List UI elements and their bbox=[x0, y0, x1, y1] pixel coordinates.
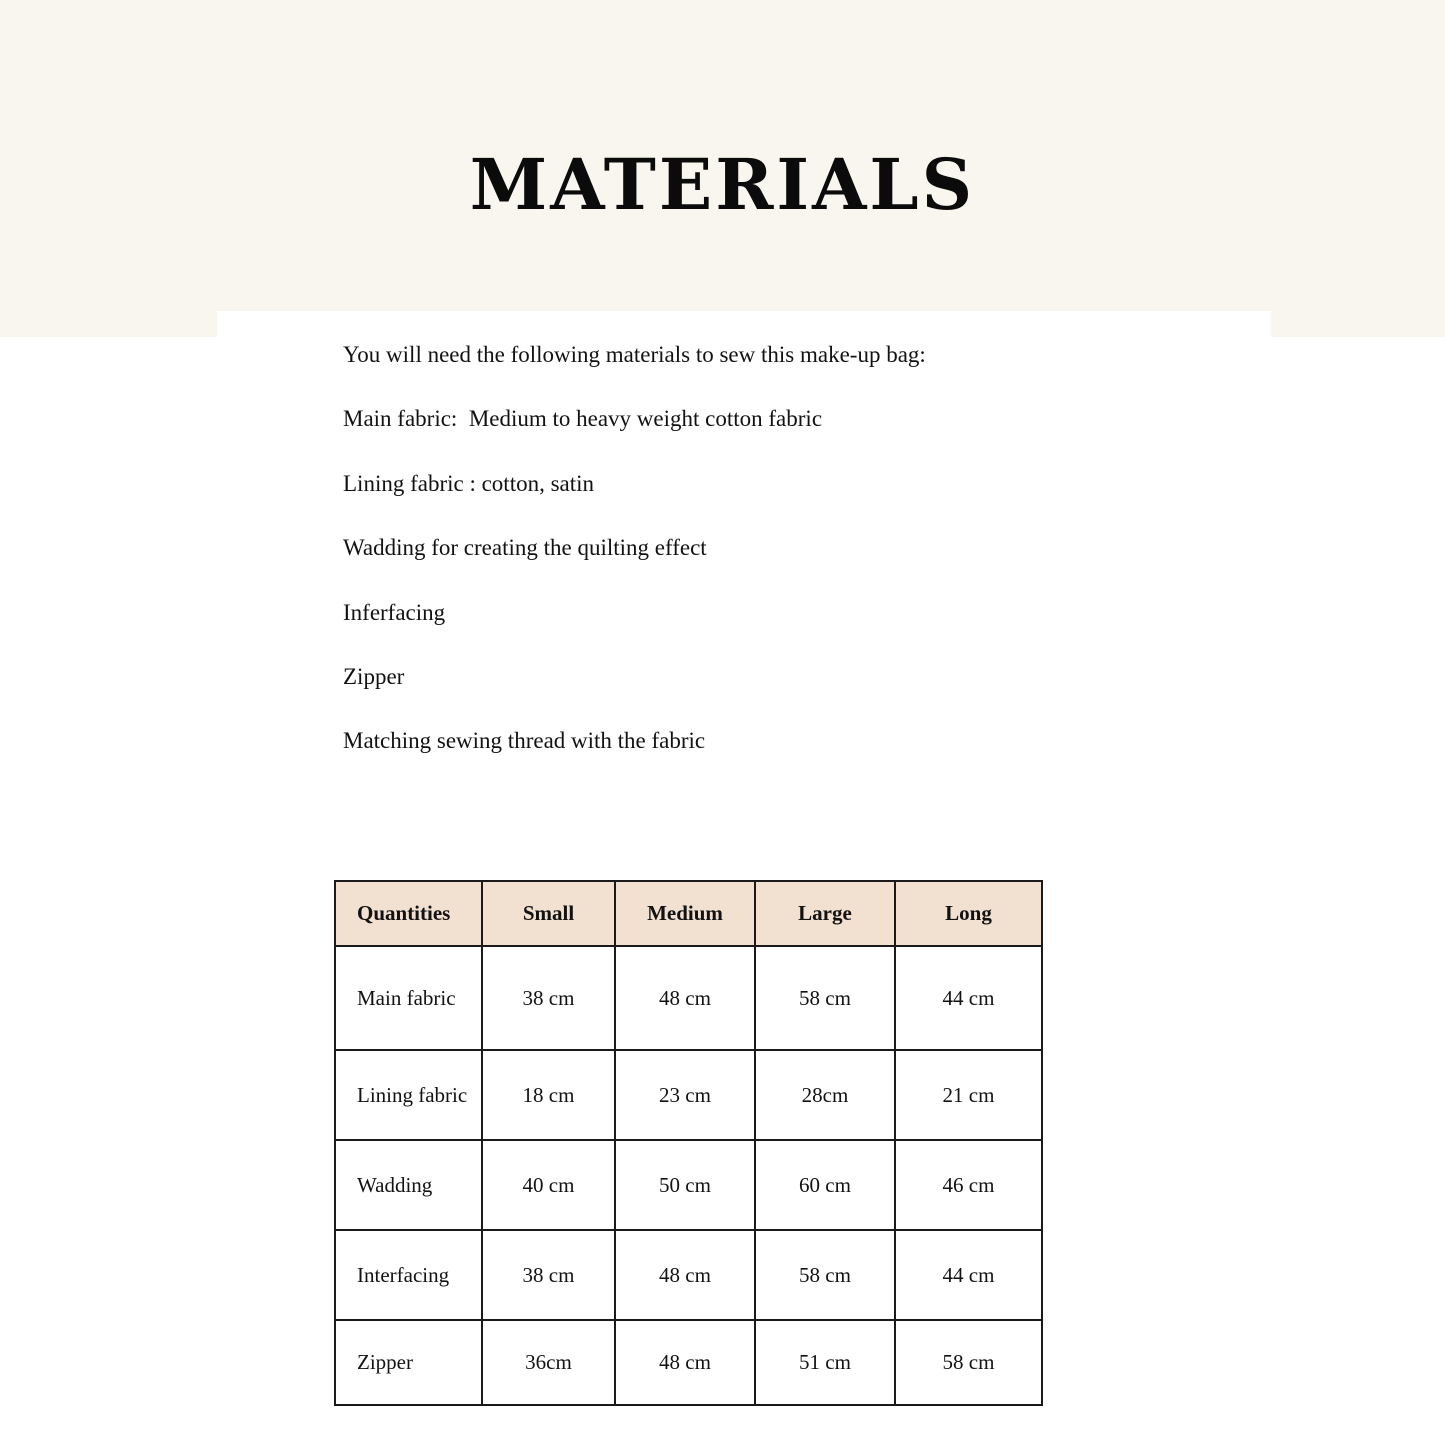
table-cell: 40 cm bbox=[482, 1140, 615, 1230]
table-cell: 51 cm bbox=[755, 1320, 895, 1405]
table-cell: 28cm bbox=[755, 1050, 895, 1140]
header-large: Large bbox=[755, 881, 895, 946]
table-row bbox=[335, 1230, 1042, 1320]
row-label: Zipper bbox=[335, 1320, 482, 1405]
table-header-row bbox=[335, 881, 1042, 946]
material-item: Wadding for creating the quilting effect bbox=[343, 535, 707, 561]
materials-list bbox=[343, 338, 926, 789]
table-cell: 18 cm bbox=[482, 1050, 615, 1140]
table-cell: 48 cm bbox=[615, 946, 755, 1050]
row-label: Lining fabric bbox=[335, 1050, 482, 1140]
table-cell: 58 cm bbox=[755, 1230, 895, 1320]
table-row bbox=[335, 1140, 1042, 1230]
table-cell: 23 cm bbox=[615, 1050, 755, 1140]
table-cell: 36cm bbox=[482, 1320, 615, 1405]
material-item: Lining fabric : cotton, satin bbox=[343, 470, 595, 496]
material-item: Inferfacing bbox=[343, 599, 446, 625]
table-cell: 38 cm bbox=[482, 946, 615, 1050]
table-cell: 44 cm bbox=[895, 946, 1042, 1050]
table-cell: 44 cm bbox=[895, 1230, 1042, 1320]
header-medium: Medium bbox=[615, 881, 755, 946]
header-quantities: Quantities bbox=[335, 881, 482, 946]
table-cell: 58 cm bbox=[895, 1320, 1042, 1405]
row-label: Interfacing bbox=[335, 1230, 482, 1320]
table-row bbox=[335, 1320, 1042, 1405]
quantities-table bbox=[334, 880, 1043, 1406]
header-long: Long bbox=[895, 881, 1042, 946]
table-cell: 46 cm bbox=[895, 1140, 1042, 1230]
table-cell: 58 cm bbox=[755, 946, 895, 1050]
material-item: Main fabric: Medium to heavy weight cotton fabric bbox=[343, 406, 823, 432]
material-item: Zipper bbox=[343, 663, 405, 689]
intro-text: You will need the following materials to sew this make-up bag: bbox=[343, 342, 926, 367]
table-row bbox=[335, 946, 1042, 1050]
page-title: MATERIALS bbox=[469, 143, 976, 226]
row-label: Main fabric bbox=[335, 946, 482, 1050]
material-item: Matching sewing thread with the fabric bbox=[343, 728, 706, 754]
header-small: Small bbox=[482, 881, 615, 946]
table-cell: 48 cm bbox=[615, 1230, 755, 1320]
table-cell: 48 cm bbox=[615, 1320, 755, 1405]
row-label: Wadding bbox=[335, 1140, 482, 1230]
table-cell: 21 cm bbox=[895, 1050, 1042, 1140]
table-cell: 38 cm bbox=[482, 1230, 615, 1320]
table-cell: 50 cm bbox=[615, 1140, 755, 1230]
table-row bbox=[335, 1050, 1042, 1140]
table-cell: 60 cm bbox=[755, 1140, 895, 1230]
